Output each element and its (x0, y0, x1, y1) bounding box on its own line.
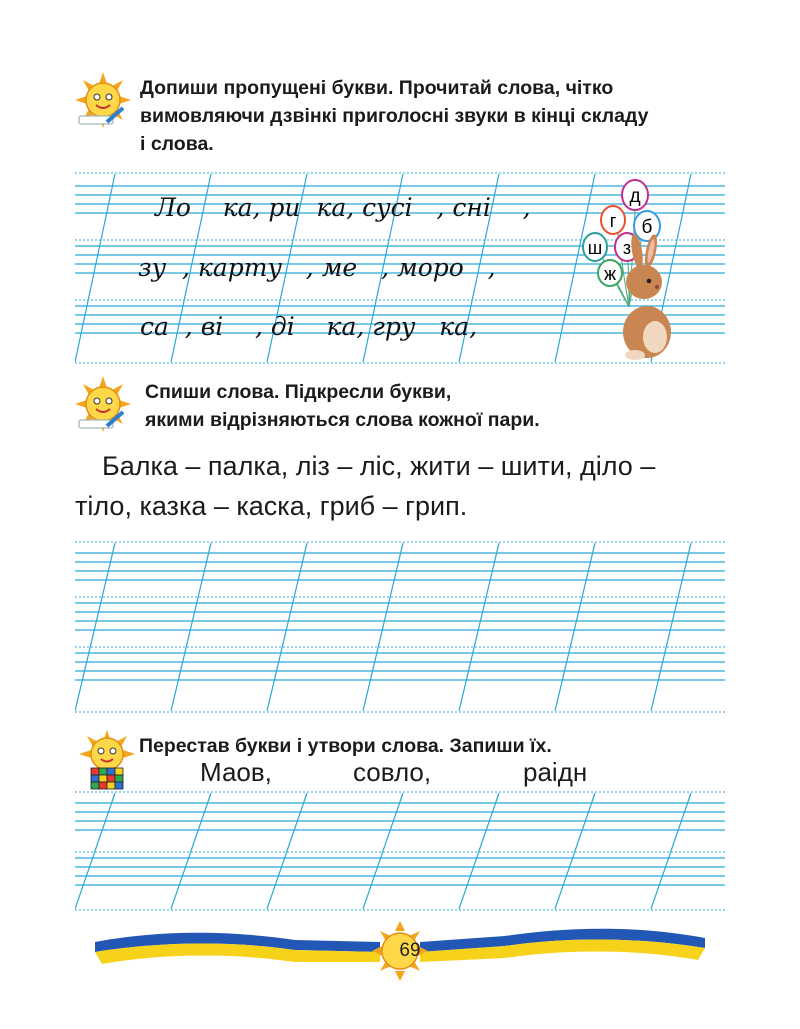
exercise2-text-line: Балка – палка, ліз – ліс, жити – шити, діло – (102, 451, 656, 481)
svg-text:ж: ж (603, 264, 617, 284)
svg-text:з: з (622, 238, 632, 258)
exercise2-instruction-line: якими відрізняються слова кожної пари. (145, 409, 540, 431)
svg-text:д: д (629, 186, 641, 207)
sunflower-pencil-icon (73, 70, 133, 130)
ruling-line (171, 543, 211, 711)
ruling-line (171, 793, 211, 909)
ruling-line (267, 793, 307, 909)
sunflower-pencil-icon (73, 374, 133, 434)
exercise2-text-line: тіло, казка – каска, гриб – грип. (75, 491, 468, 521)
ruling-line (555, 543, 595, 711)
ruling-line (363, 543, 403, 711)
ruling-line (75, 793, 115, 909)
ruling-line (267, 543, 307, 711)
ruling-line (555, 793, 595, 909)
scrambled-word: раідн (523, 757, 588, 787)
exercise2-instruction-line: Спиши слова. Підкресли букви, (145, 381, 452, 403)
exercise3-instruction: Перестав букви і утвори слова. Запиши їх. (139, 735, 552, 757)
balloon-letter-zh (598, 260, 622, 286)
scrambled-word: Маов, (200, 757, 272, 787)
handwriting-ruling-2 (75, 541, 725, 713)
handwriting-line-2: зу , карту , ме , моро , (138, 253, 496, 282)
exercise1-instruction-line: і слова. (140, 133, 214, 155)
ruling-line (459, 543, 499, 711)
svg-text:ш: ш (587, 238, 603, 258)
ruling-line (459, 793, 499, 909)
ruling-line (651, 793, 691, 909)
svg-text:б: б (641, 217, 653, 238)
bunny-with-balloons (577, 177, 697, 362)
exercise1-instruction-line: вимовляючи дзвінкі приголосні звуки в кінці складу (140, 105, 649, 127)
balloon-letter-h (601, 206, 625, 234)
balloon-letter-sh (583, 233, 607, 261)
handwriting-line-3: са , ві , ді ка, гру ка, (140, 312, 478, 341)
ruling-line (75, 543, 115, 711)
handwriting-ruling-3 (75, 791, 725, 911)
page-number: 69 (399, 940, 421, 961)
ruling-line (651, 543, 691, 711)
sunflower-rubiks-cube-icon (77, 728, 137, 790)
ruling-line (75, 174, 115, 362)
svg-text:г: г (609, 211, 617, 231)
scrambled-word: совло, (353, 757, 432, 787)
exercise1-instruction-line: Допиши пропущені букви. Прочитай слова, чітко (140, 77, 614, 99)
handwriting-line-1: Ло ка, ри ка, сусі , сні , (155, 193, 531, 222)
balloon-letter-d (622, 180, 648, 210)
ruling-line (363, 793, 403, 909)
